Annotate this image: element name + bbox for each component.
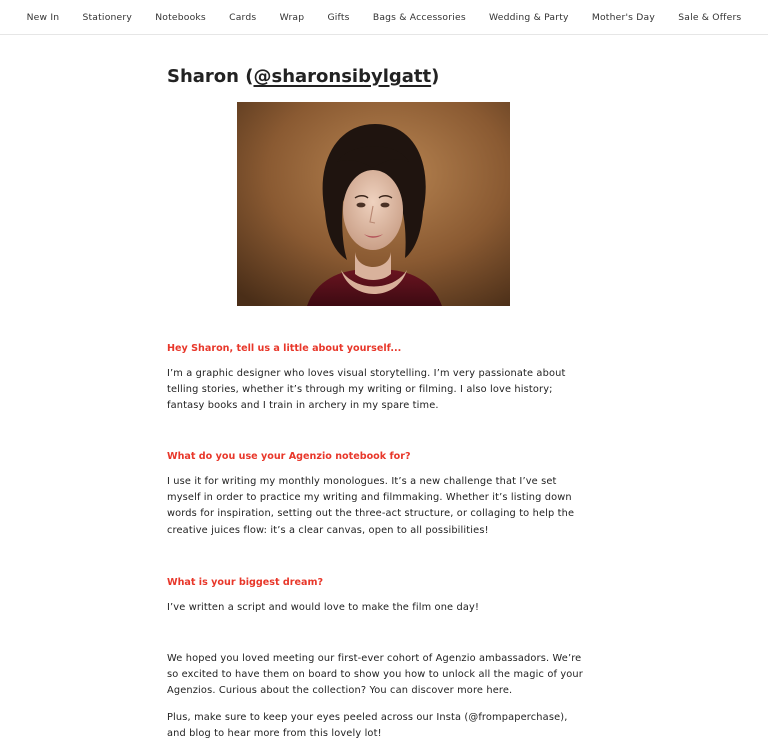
title-prefix: Sharon ( <box>167 66 254 87</box>
discover-more-link[interactable]: here <box>486 685 510 697</box>
answer-notebook-use: I use it for writing my monthly monologues. It’s a new challenge that I’ve set myself in order to practice my writing and filmmaking. Whether it’s listing down words for inspiration, setting out the three-act structure, or collaging to help the creative juices flow: it’s a clear canvas, open to all possibilities! <box>167 476 575 536</box>
question-notebook-use: What do you use your Agenzio notebook for? <box>167 451 411 462</box>
answer-biggest-dream: I’ve written a script and would love to make the film one day! <box>167 602 480 613</box>
top-navigation <box>0 0 768 35</box>
nav-item-wrap[interactable]: Wrap <box>279 11 305 23</box>
outro-1-end: . <box>509 685 513 697</box>
instagram-handle-link[interactable]: @sharonsibylgatt <box>253 66 432 87</box>
nav-item-new-in[interactable]: New In <box>26 11 60 23</box>
nav-item-gifts[interactable]: Gifts <box>327 11 350 23</box>
portrait-photo <box>237 102 510 306</box>
nav-item-mothers-day[interactable]: Mother's Day <box>591 11 656 23</box>
question-about-yourself: Hey Sharon, tell us a little about yourself... <box>167 343 402 354</box>
nav-item-sale-offers[interactable]: Sale & Offers <box>678 11 742 23</box>
answer-about-yourself: I’m a graphic designer who loves visual storytelling. I’m very passionate about telling stories, whether it’s through my writing or filming. I also love history; fantasy books and I train in archery in my spare time. <box>167 368 566 412</box>
nav-item-bags-accessories[interactable]: Bags & Accessories <box>372 11 466 23</box>
nav-item-notebooks[interactable]: Notebooks <box>155 11 206 23</box>
nav-item-cards[interactable]: Cards <box>229 11 257 23</box>
outro-1-text: We hoped you loved meeting our first-ever cohort of Agenzio ambassadors. We’re so excited to have them on board to show you how to unlock all the magic of your Agenzios. Curious about the collection? You can discover more <box>167 653 583 697</box>
page-title <box>167 60 587 94</box>
nav-list <box>0 0 768 34</box>
outro-2-end: ), and blog to hear more from this lovely lot! <box>167 712 568 740</box>
title-suffix: ) <box>431 66 440 87</box>
nav-item-wedding-party[interactable]: Wedding & Party <box>489 11 569 23</box>
nav-item-stationery[interactable]: Stationery <box>82 11 132 23</box>
question-biggest-dream: What is your biggest dream? <box>167 577 324 588</box>
instagram-link[interactable]: @frompaperchase <box>468 712 561 723</box>
article-content <box>167 60 587 740</box>
outro-paragraph-1 <box>167 651 587 700</box>
outro-paragraph-2 <box>167 710 587 742</box>
outro-2-text: Plus, make sure to keep your eyes peeled across our Insta ( <box>167 712 469 723</box>
